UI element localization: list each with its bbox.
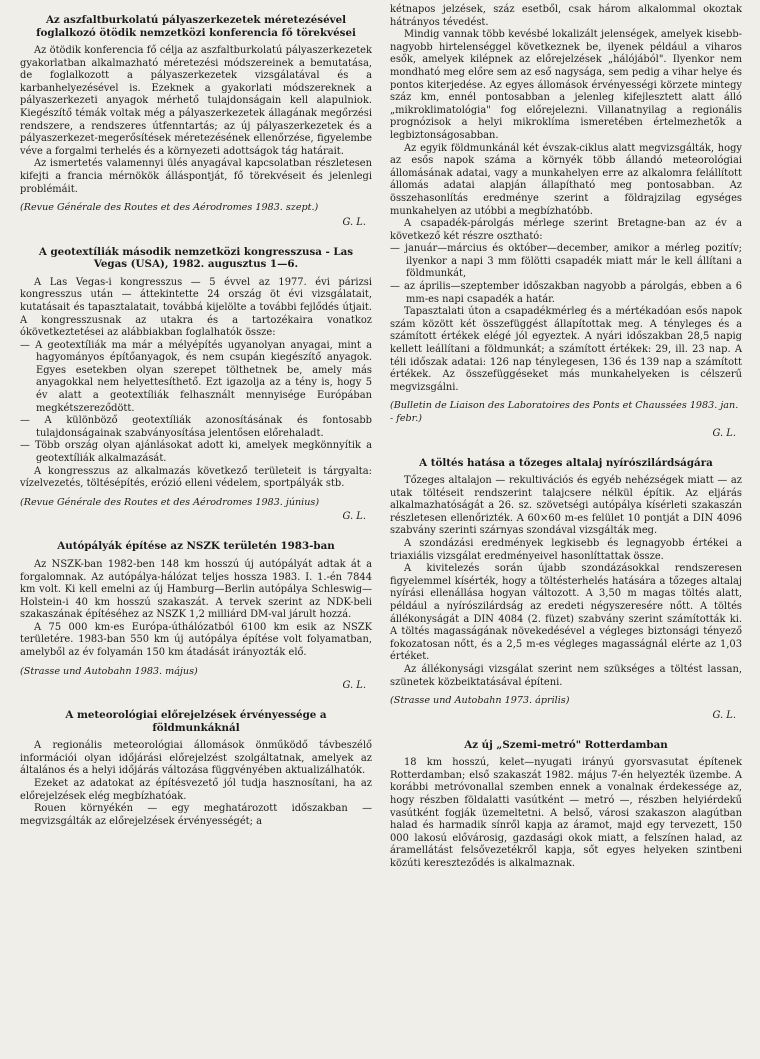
article-paragraph: Az egyik földmunkánál két évszak-ciklus alatt megvizsgálták, hogy az esős napok száma a környék több állandó meteorológiai állomásának adatai, vagy a munkahelyen erre az alkalomra felállított állomás adatai alapján állapítható meg pontosabban. Az összehasonlítás eredménye szerint a földrajzilag egységes munkahelyen az utóbbi a megbízhatóbb. [390,142,742,217]
left-column [20,4,372,846]
article-source: (Bulletin de Liaison des Laboratoires des Ponts et Chaussées 1983. jan. - febr.) [390,400,739,424]
article-title: A geotextíliák második nemzetközi kongresszusa - Las Vegas (USA), 1982. augusztus 1—6. [38,245,354,271]
list-item: — az április—szeptember időszakban nagyobb a párolgás, ebben a 6 mm-es napi csapadék a határ. [390,281,742,305]
article-paragraph: Mindig vannak több kevésbé lokalizált jelenségek, amelyek kisebb-nagyobb hirtelenséggel következnek be, ilyenek például a viharos esők, amelyek kilépnek az előrejelzések „hálójából". Ilyenkor nem mondható meg előre sem az eső nagysága, sem pedig a vihar helye és pontos kiterjedése. Az egyes állomások érvényességi körzete mintegy száz km, ennél pontosabban a jelenleg kifejlesztett alatt álló „mikroklimatológia" fog előrejelezni. Villanatnyilag a regionális prognózisok a helyi mikroklíma ismeretében értelmezhetők a legbiztonságosabban. [390,29,742,141]
article-paragraph: A szondázási eredmények legkisebb és legnagyobb értékei a triaxiális vizsgálat eredményeivel hasonlíttattak össze. [390,538,742,562]
article-paragraph: Az állékonysági vizsgálat szerint nem szükséges a töltést lassan, szünetek közbeiktatásával építeni. [390,664,742,688]
article-source: (Strasse und Autobahn 1983. május) [20,665,198,677]
author-signature: G. L. [342,680,366,692]
article-title: A meteorológiai előrejelzések érvényessége a földmunkáknál [65,709,327,734]
article-title: Autópályák építése az NSZK területén 1983-ban [57,540,335,553]
article-paragraph: A csapadék-párolgás mérlege szerint Bretagne-ban az év a következő két részre osztható: [390,218,742,242]
article-paragraph: A kongresszus az alkalmazás következő területeit is tárgyalta: vízelvezetés, töltésépítés, erózió elleni védelem, sportpályák stb. [20,465,372,490]
article-paragraph: Tapasztalati úton a csapadékmérleg és a mértékadóan esős napok szám között két összefüggést állapítottak meg. A tényleges és a számított értékek elégé jól egyeztek. A nyári időszakban 28,5 napig kellett leállítani a földmunkát; a számított értékek: 29, ill. 23 nap. A téli időszak adatai: 126 nap ténylegesen, 136 és 139 nap a számított értékek. Az összefüggéseket más munkahelyeken is célszerű megvizsgálni. [390,306,742,393]
article-paragraph: A Las Vegas-i kongresszus — 5 évvel az 1977. évi párizsi kongresszus után — áttekintette 24 ország öt évi vizsgálatait, kutatásait és tapasztalatait, továbbá kijelölte a további fejlődés útjait. A kongresszusnak az utakra és a tartozékaira vonatkoz ókövetkeztetései az alábbiakban foglalhatók össze: [20,276,372,339]
article-rotterdam-metro [390,739,742,871]
author-signature: G. L. [712,709,736,721]
article-paragraph: Rouen környékén — egy meghatározott időszakban — megvizsgálták az előrejelzések érvényességét; a [20,803,372,827]
article-peat-embankment [390,457,742,721]
article-weather-forecasts [20,709,372,828]
list-item: — január—március és október—december, amikor a mérleg pozitív; ilyenkor a napi 3 mm fölötti csapadék miatt már le kell állítani a földmunkát, [390,243,742,280]
list-item: — A különböző geotextíliák azonosításának és fontosabb tulajdonságainak szabványosítása jelentősen előrehaladt. [20,415,372,439]
article-paragraph: 18 km hosszú, kelet—nyugati irányú gyorsvasutat építenek Rotterdamban; első szakaszát 1982. május 7-én helyezték üzembe. A korábbi metróvonallal szemben ennek a vonalnak érdekessége az, hogy részben földalatti vasútként — metró —, részben helyiérdekű vasútként fogják üzemeltetni. A belső, városi szakaszon alagútban halad és harmadik sínről kapja az áramot, majd egy tervezett, 150 000 lakosú elővárosig, gazdasági okok miatt, a felszínen halad, az áramellátást felsővezetékről kapja, sőt egyes helyeken szintbeni közúti kereszteződés is alkalmaznak. [390,757,742,870]
article-nszk-motorways [20,540,372,691]
article-title: Az aszfaltburkolatú pályaszerkezetek méretezésével foglalkozó ötödik nemzetközi konferencia fő törekvései [36,14,356,39]
list-item: — Több ország olyan ajánlásokat adott ki, amelyek megkönnyítik a geotextíliák alkalmazását. [20,440,372,465]
article-paragraph: Az NSZK-ban 1982-ben 148 km hosszú új autópályát adtak át a forgalomnak. Az autópálya-hálózat teljes hossza 1983. I. 1.-én 7844 km volt. Ki kell emelni az új Hamburg—Berlin autópálya Schleswig—Holstein-i 40 km hosszú szakaszát. A tervek szerint az NDK-beli szakaszának építéséhez az NSZK 1,2 milliárd DM-val járult hozzá. [20,558,372,621]
article-title: Az új „Szemi-metró" Rotterdamban [464,738,668,751]
article-asphalt-conference [20,14,372,228]
findings-list [20,340,372,466]
article-paragraph: Az ismertetés valamennyi ülés anyagával kapcsolatban részletesen kifejti a francia mérnökök álláspontját, fő törekvéseit és jelenlegi problémáit. [20,158,372,195]
article-source: (Revue Générale des Routes et des Aérodromes 1983. szept.) [20,202,319,214]
article-paragraph: Az ötödik konferencia fő célja az aszfaltburkolatú pályaszerkezetek gyakorlatban alkalmazható méretezési módszereinek a bemutatása, de foglalkozott a pályaszerkezetek vizsgálatával és a karbanhelyezésével is. Ezeknek a gyakorlati módszereknek a pályaszerkezeti anyagok mérhető tulajdonságain kell alapulniok. Kiegészítő témák voltak még a pályaszerkezetek állagának megőrzési rendszere, a rendszeres útfenntartás; az új pályaszerkezetek és a pályaszerkezet-megerősítések méretezésének ellenőrzése, figyelembe véve a forgalmi terhelés és a környezeti adottságok tág határait. [20,45,372,157]
article-paragraph: Tőzeges altalajon — rekultivációs és egyéb nehézségek miatt — az utak töltéseit rendszerint talajcsere nélkül építik. Az eljárás alkalmazhatóságát a 26. sz. szövetségi autópálya kísérleti szakaszán részletesen ellenőrizték. A 60×60 m-es felület 10 pontját a DIN 4096 szabvány szerinti szárnyas szondával vizsgálták meg. [390,475,742,537]
article-paragraph: A 75 000 km-es Európa-úthálózatból 6100 km esik az NSZK területére. 1983-ban 550 km új autópálya építése volt folyamatban, amelyből az év folyamán 150 km átadását irányozták elő. [20,621,372,659]
article-title: A töltés hatása a tőzeges altalaj nyírószilárdságára [419,456,713,469]
article-weather-forecasts-continued [390,4,742,439]
article-paragraph: Ezeket az adatokat az építésvezető jól tudja hasznosítani, ha az előrejelzések elég megbízhatóak. [20,778,372,802]
list-item: — A geotextíliák ma már a mélyépítés ugyanolyan anyagai, mint a hagyományos építőanyagok, és nem csupán kiegészítő anyagok. Egyes esetekben olyan szerepet tölthetnek be, amely más anyagokkal nem helyettesíthető. Ezt igazolja az a tény is, hogy 5 év alatt a geotextíliák felhasznált mennyisége Európában megkétszereződött. [20,339,372,414]
right-column [390,4,742,889]
article-geotextile-congress [20,246,372,523]
article-source: (Revue Générale des Routes et des Aérodromes 1983. június) [20,496,320,508]
author-signature: G. L. [712,427,736,439]
article-paragraph: A regionális meteorológiai állomások önműködő távbeszélő információi olyan időjárási előrejelzést szolgáltatnak, amelyek az általános és a helyi időjárás változása függvényében aktualizálhatók. [20,740,372,777]
article-source: (Strasse und Autobahn 1973. április) [390,695,570,707]
article-paragraph: A kivitelezés során újabb szondázásokkal rendszeresen figyelemmel kísérték, hogy a töltésterhelés hatására a tőzeges altalaj nyírási ellenállása hogyan változott. A 3,50 m magas töltés alatt, például a nyírószilárdság az eredeti négyszeresére nőtt. A töltés állékonyságát a DIN 4084 (2. füzet) szabvány szerint számították ki. A töltés magasságának növekedésével a végleges biztonsági tényező fokozatosan nőtt, és a 2,5 m-es végleges magasságnál elérte az 1,03 értéket. [390,563,742,663]
season-list [390,243,742,306]
author-signature: G. L. [342,216,366,228]
author-signature: G. L. [342,511,366,523]
article-paragraph: kétnapos jelzések, száz esetből, csak három alkalommal okoztak hátrányos tévedést. [390,4,742,28]
